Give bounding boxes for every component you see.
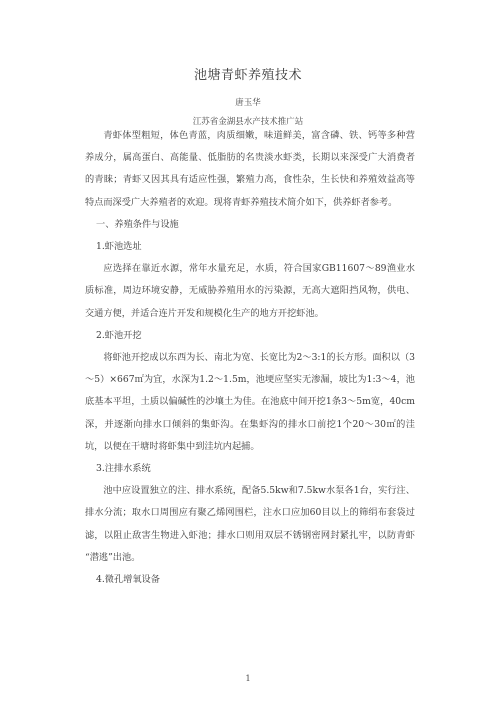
intro-paragraph: 青虾体型粗短，体色青蓝，肉质细嫩，味道鲜美，富含磷、铁、钙等多种营养成分，属高蛋白、高能量、低脂肪的名贵淡水虾类，长期以来深受广大消费者的青睐；青虾又因其具有适应性强，繁殖力高，食性杂，生长快和养殖效益高等特点而深受广大养殖者的欢迎。现将青虾养殖技术简介如下，供养虾者参考。 bbox=[85, 130, 415, 208]
subsection-heading: 2.虾池开挖 bbox=[96, 329, 142, 341]
subsection-heading: 4.微孔增氧设备 bbox=[96, 574, 160, 586]
subsection-heading: 1.虾池选址 bbox=[96, 241, 142, 253]
paragraph: 将虾池开挖成以东西为长、南北为宽、长宽比为2～3:1的长方形。面积以（3～5）×667㎡为宜，水深为1.2～1.5m，池埂应坚实无渗漏，坡比为1:3～4，池底基本平坦，土质以偏碱性的沙壤土为佳。在池底中间开挖1条3～5m宽，40cm深，并逐渐向排水口倾斜的集虾沟。在集虾沟的排水口前挖1个20～30㎡的洼坑，以便在干塘时将虾集中到洼坑内起捕。 bbox=[85, 352, 415, 452]
section-heading: 一、养殖条件与设施 bbox=[96, 218, 179, 230]
paragraph: 池中应设置独立的注、排水系统，配备5.5kw和7.5kw水泵各1台，实行注、排水分流；取水口周围应有聚乙烯网围栏，注水口应加60目以上的筛绢布套袋过滤，以阻止敌害生物进入虾池；排水口则用双层不锈钢密网封紧扎牢，以防青虾 “潜逃”出池。 bbox=[85, 485, 415, 563]
document-body bbox=[85, 125, 415, 591]
author-name: 唐玉华 bbox=[235, 98, 261, 108]
subsection-heading: 3.注排水系统 bbox=[96, 463, 151, 475]
author-affiliation: 江苏省金湖县水产技术推广站 bbox=[192, 117, 304, 127]
page-number: 1 bbox=[245, 674, 251, 683]
paragraph: 应选择在靠近水源，常年水量充足，水质，符合国家GB11607～89渔业水质标准，周边环境安静，无威胁养殖用水的污染源，无高大遮阳挡风物，供电、交通方便，并适合连片开发和规模化生产的地方开挖虾池。 bbox=[85, 263, 415, 319]
document-title: 池塘青虾养殖技术 bbox=[193, 68, 302, 83]
